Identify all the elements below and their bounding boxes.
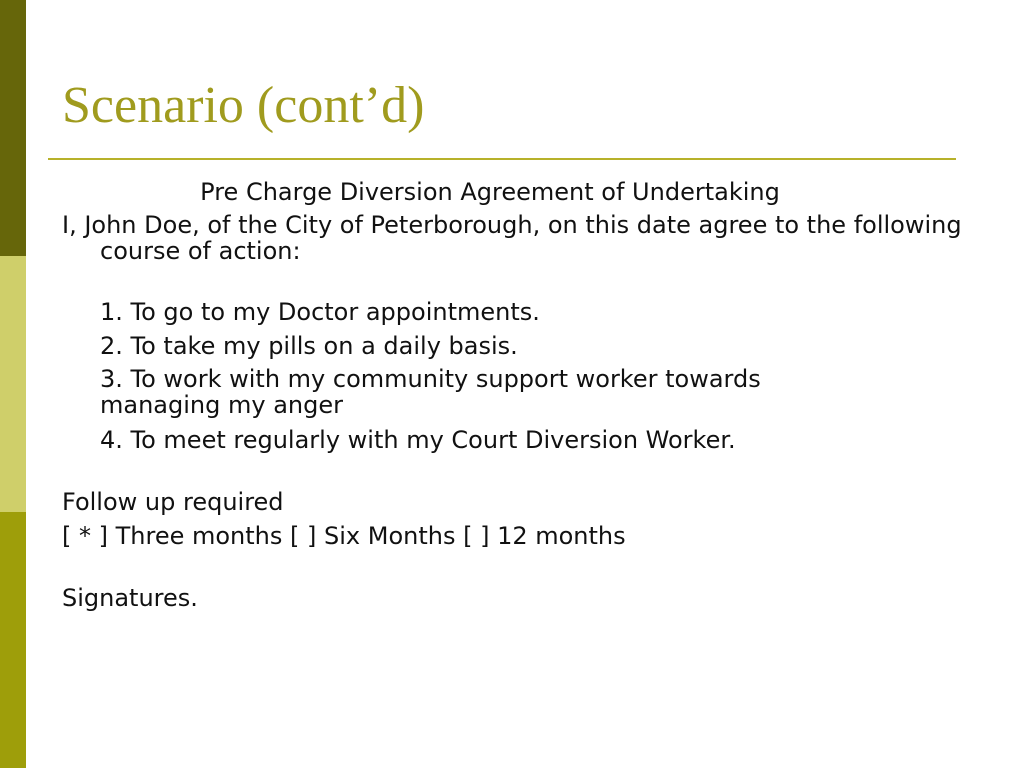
signatures-label: Signatures. [62, 584, 198, 612]
spacer [62, 550, 982, 584]
sidebar-segment-light [0, 256, 26, 512]
spacer [62, 264, 982, 294]
decorative-sidebar [0, 0, 26, 768]
list-item-continuation: managing my anger [100, 391, 343, 419]
spacer [62, 454, 982, 488]
list-item [62, 366, 982, 418]
list-item: 1. To go to my Doctor appointments. [100, 298, 540, 326]
follow-up-options: [ * ] Three months [ ] Six Months [ ] 12 months [62, 522, 626, 550]
slide-title: Scenario (cont’d) [62, 77, 425, 134]
sidebar-segment-dark [0, 0, 26, 256]
sidebar-segment-medium [0, 512, 26, 768]
agreement-heading: Pre Charge Diversion Agreement of Undertaking [200, 178, 780, 206]
follow-up-label: Follow up required [62, 488, 284, 516]
list-item: 4. To meet regularly with my Court Diversion Worker. [100, 426, 736, 454]
title-underline [48, 158, 956, 160]
list-item-text: 3. To work with my community support worker towards [100, 365, 761, 393]
list-item: 2. To take my pills on a daily basis. [100, 332, 518, 360]
intro-paragraph: I, John Doe, of the City of Peterborough, on this date agree to the following course of action: [62, 211, 962, 265]
slide-body [62, 178, 982, 612]
